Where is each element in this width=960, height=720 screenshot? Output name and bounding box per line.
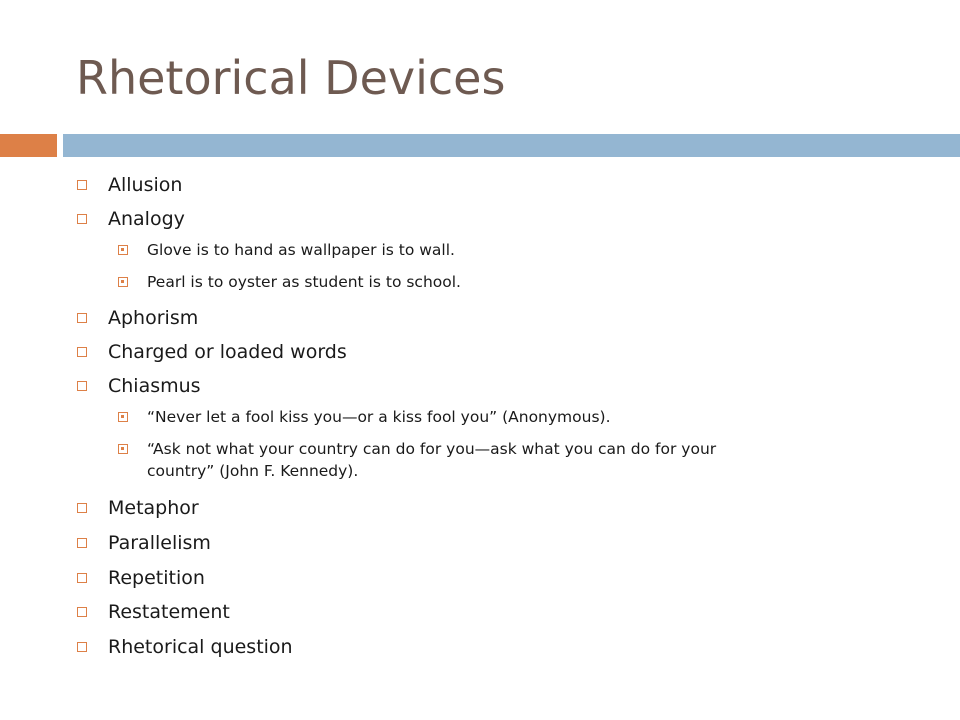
square-bullet-icon	[77, 503, 87, 513]
sub-item-chiasmus-example-1: “Never let a fool kiss you—or a kiss fool you” (Anonymous).	[147, 408, 611, 426]
list-item-restatement: Restatement	[108, 601, 230, 623]
sub-item-chiasmus-example-2-line-1: “Ask not what your country can do for you—ask what you can do for your	[147, 440, 717, 458]
slide-title: Rhetorical Devices	[76, 51, 506, 105]
square-bullet-icon	[77, 381, 87, 391]
square-bullet-icon	[77, 347, 87, 357]
list-item-rhetorical-question: Rhetorical question	[108, 636, 293, 658]
square-bullet-icon	[77, 573, 87, 583]
filled-square-bullet-icon	[118, 245, 128, 255]
list-item-chiasmus: Chiasmus	[108, 375, 201, 397]
square-bullet-icon	[77, 538, 87, 548]
square-bullet-icon	[77, 607, 87, 617]
filled-square-bullet-icon	[118, 277, 128, 287]
filled-square-bullet-icon	[118, 444, 128, 454]
list-item-parallelism: Parallelism	[108, 532, 211, 554]
filled-square-bullet-icon	[118, 412, 128, 422]
square-bullet-icon	[77, 313, 87, 323]
list-item-analogy: Analogy	[108, 208, 185, 230]
sub-item-analogy-example-2: Pearl is to oyster as student is to school.	[147, 273, 461, 291]
list-item-metaphor: Metaphor	[108, 497, 199, 519]
list-item-charged-words: Charged or loaded words	[108, 341, 347, 363]
square-bullet-icon	[77, 214, 87, 224]
square-bullet-icon	[77, 180, 87, 190]
list-item-aphorism: Aphorism	[108, 307, 199, 329]
sub-item-chiasmus-example-2-line-2: country” (John F. Kennedy).	[147, 462, 359, 480]
square-bullet-icon	[77, 642, 87, 652]
list-item-repetition: Repetition	[108, 567, 205, 589]
list-item-allusion: Allusion	[108, 174, 183, 196]
sub-item-analogy-example-1: Glove is to hand as wallpaper is to wall.	[147, 241, 455, 259]
